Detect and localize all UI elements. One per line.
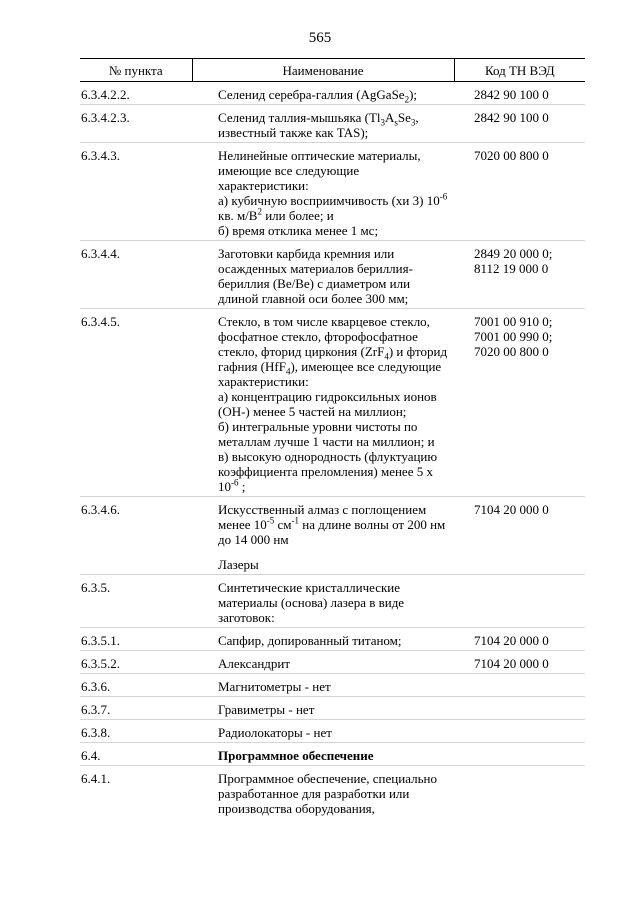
item-name-text: Стекло, в том числе кварцевое стекло, фосфатное стекло, фторофосфатное стекло, фторид циркония (ZrF <box>218 314 430 359</box>
tn-ved-code: 7104 20 000 0 <box>474 656 549 671</box>
item-name-text: Радиолокаторы - нет <box>218 725 332 740</box>
item-name <box>192 143 454 241</box>
column-header-code: Код ТН ВЭД <box>454 59 585 82</box>
item-number: 6.3.4.6. <box>80 497 192 575</box>
item-number: 6.3.4.2.3. <box>80 105 192 143</box>
item-code <box>454 720 585 743</box>
table-row <box>80 628 585 651</box>
item-name-text: 4 <box>384 351 389 362</box>
item-name-text: на длине волны от 200 нм до 14 000 нм <box>218 517 446 547</box>
item-name-text: Лазеры <box>218 557 259 572</box>
item-name-text: s <box>394 117 398 128</box>
item-name-text: Заготовки карбида кремния или осажденных материалов бериллия-бериллия (Be/Be) с диаметром или длиной главной оси более 300 мм; <box>218 246 413 306</box>
item-name-text: кв. м/В <box>218 208 258 223</box>
item-name <box>192 575 454 628</box>
item-number: 6.3.5. <box>80 575 192 628</box>
item-name-text: ); <box>409 87 418 102</box>
item-name-text: , известный также как TAS); <box>218 110 419 140</box>
item-name-text: Программное обеспечение <box>218 748 374 763</box>
item-code <box>454 697 585 720</box>
item-name-text: в) высокую однородность (флуктуацию коэффициента преломления) менее 5 х 10 <box>218 449 438 494</box>
item-name <box>192 743 454 766</box>
item-name-text: или более; и <box>261 208 334 223</box>
column-header-number: № пункта <box>80 59 192 82</box>
item-code <box>454 309 585 497</box>
table-row <box>80 82 585 105</box>
item-name <box>192 82 454 105</box>
item-name <box>192 720 454 743</box>
tn-ved-code: 2849 20 000 0; <box>474 246 553 261</box>
tn-ved-code: 7020 00 800 0 <box>474 148 549 163</box>
item-name-text: Искусственный алмаз с поглощением менее 10 <box>218 502 427 532</box>
item-name-text: Программное обеспечение, специально разработанное для разработки или производства оборудования, <box>218 771 437 816</box>
table-row <box>80 651 585 674</box>
table-row <box>80 143 585 241</box>
item-code <box>454 766 585 819</box>
item-name-text: а) кубичную восприимчивость (хи 3) 10 <box>218 193 440 208</box>
table-row <box>80 674 585 697</box>
item-number: 6.3.6. <box>80 674 192 697</box>
table-row <box>80 697 585 720</box>
item-code <box>454 743 585 766</box>
item-name <box>192 309 454 497</box>
item-number: 6.3.4.4. <box>80 241 192 309</box>
item-name-text: 2 <box>257 206 262 217</box>
item-name-text: Селенид серебра-галлия (AgGaSe <box>218 87 405 102</box>
item-name-text: Селенид таллия-мышьяка (Tl <box>218 110 381 125</box>
table-row <box>80 309 585 497</box>
item-name-text: ) и фторид гафния (HfF <box>218 344 448 374</box>
item-number: 6.3.5.2. <box>80 651 192 674</box>
item-code <box>454 575 585 628</box>
item-name-text: а) концентрацию гидроксильных ионов (ОН-) менее 5 частей на миллион; <box>218 389 437 419</box>
item-name-text: 3 <box>380 117 385 128</box>
tn-ved-code: 7104 20 000 0 <box>474 633 549 648</box>
item-name <box>192 697 454 720</box>
item-name <box>192 674 454 697</box>
table-row <box>80 575 585 628</box>
item-name-text: 4 <box>285 366 291 377</box>
item-name-text: б) время отклика менее 1 мс; <box>218 223 379 238</box>
item-number: 6.3.4.2.2. <box>81 87 130 102</box>
item-number: 6.3.7. <box>80 697 192 720</box>
item-code <box>454 241 585 309</box>
column-header-name: Наименование <box>192 59 454 82</box>
item-code <box>454 143 585 241</box>
item-name-text: -6 <box>231 477 239 488</box>
table-row <box>80 743 585 766</box>
item-name-text: см <box>274 517 292 532</box>
tn-ved-code: 7001 00 990 0; <box>474 329 553 344</box>
item-name <box>192 651 454 674</box>
item-name-text: A <box>385 110 395 125</box>
table-body <box>80 82 585 819</box>
item-name <box>192 241 454 309</box>
item-name-text: 2 <box>404 94 410 105</box>
item-name-text: -5 <box>266 515 275 526</box>
page-number: 565 <box>308 30 332 46</box>
table-row <box>80 105 585 143</box>
table-row <box>80 720 585 743</box>
item-number: 6.3.4.3. <box>80 143 192 241</box>
tn-ved-code: 8112 19 000 0 <box>474 261 549 276</box>
item-name-text: Александрит <box>218 656 291 671</box>
item-name <box>192 766 454 819</box>
item-name-text: -1 <box>291 515 299 526</box>
item-number: 6.4.1. <box>80 766 192 819</box>
tn-ved-code: 7001 00 910 0; <box>474 314 553 329</box>
table-row <box>80 766 585 819</box>
tn-ved-code: 2842 90 100 0 <box>474 87 549 102</box>
item-code <box>454 497 585 575</box>
item-name-text: Магнитометры - нет <box>218 679 331 694</box>
item-name-text: Сапфир, допированный титаном; <box>218 633 402 648</box>
item-name <box>192 497 454 575</box>
tn-ved-code: 2842 90 100 0 <box>474 110 549 125</box>
item-name-text: Синтетические кристаллические материалы (основа) лазера в виде заготовок: <box>218 580 405 625</box>
item-name-text: ), имеющее все следующие характеристики: <box>218 359 442 389</box>
item-name-text: ; <box>238 479 246 494</box>
table-header-row <box>80 59 585 82</box>
item-name-text: б) интегральные уровни чистоты по металлам лучше 1 части на миллион; и <box>218 419 435 449</box>
table-row <box>80 497 585 575</box>
item-name-text: 3 <box>410 117 416 128</box>
item-code <box>454 651 585 674</box>
item-number: 6.3.8. <box>80 720 192 743</box>
table-row <box>80 241 585 309</box>
item-name-text: Нелинейные оптические материалы, имеющие все следующие характеристики: <box>218 148 421 193</box>
item-number: 6.3.4.5. <box>80 309 192 497</box>
item-code <box>454 105 585 143</box>
item-name-text: -6 <box>439 191 448 202</box>
item-code <box>454 674 585 697</box>
item-number: 6.4. <box>80 743 192 766</box>
item-name <box>192 628 454 651</box>
item-name <box>192 105 454 143</box>
item-name-text: Гравиметры - нет <box>218 702 315 717</box>
item-code <box>454 82 585 105</box>
item-code <box>454 628 585 651</box>
document-table <box>80 58 585 818</box>
tn-ved-code: 7020 00 800 0 <box>474 344 549 359</box>
tn-ved-code: 7104 20 000 0 <box>474 502 549 517</box>
item-number: 6.3.5.1. <box>80 628 192 651</box>
item-name-text: Se <box>397 110 411 125</box>
